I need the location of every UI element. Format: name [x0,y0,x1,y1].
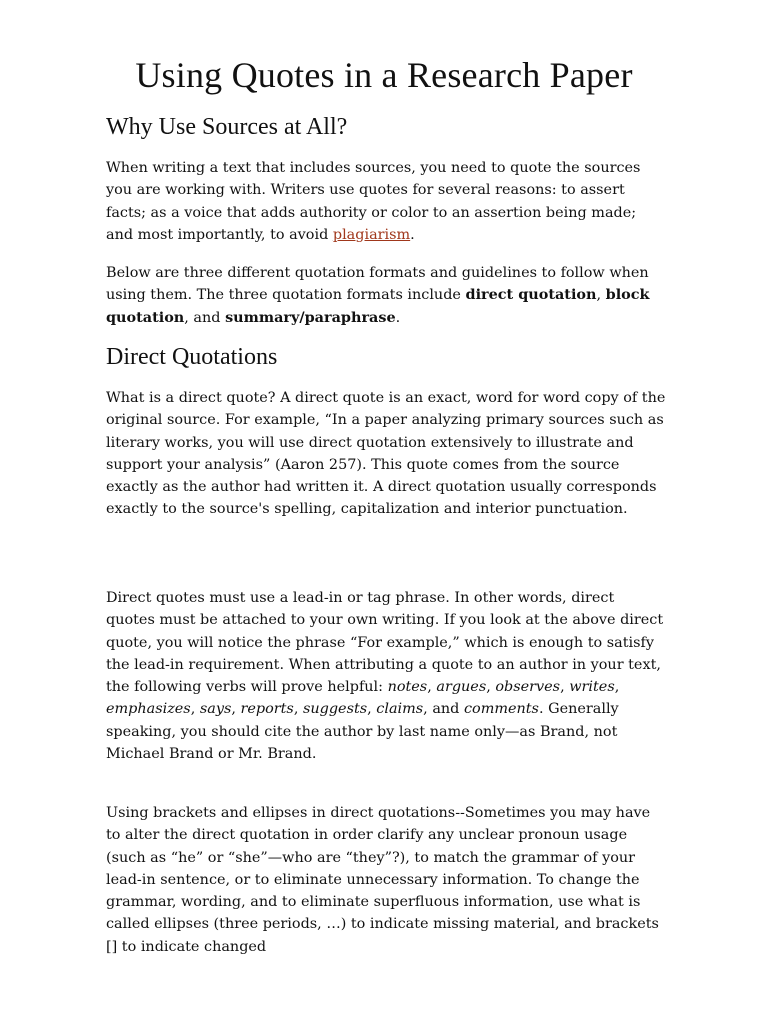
separator: , [190,701,200,718]
verb-suggests: suggests [302,701,368,718]
format-summary-paraphrase: summary/paraphrase [225,308,396,326]
separator: , [367,701,377,718]
paragraph-what-is-direct-quote: What is a direct quote? A direct quote is an exact, word for word copy of the original source. For example, “In a paper analyzing primary sources such as literary works, you will use direct quotation extensively to illustrate and support your analysis” (Aaron 257). This quote comes from the source exactly as the author had written it. A direct quotation usually corresponds exactly to the source's spelling, capitalization and interior punctuation. [106,390,666,518]
verb-says: says [199,701,232,718]
paragraph-brackets-ellipses: Using brackets and ellipses in direct quotations--Sometimes you may have to alter the direct quotation in order clarify any unclear pronoun usage (such as “he” or “she”—who are “they”?), to match the grammar of your lead-in sentence, or to eliminate unnecessary information. To change the grammar, wording, and to eliminate superfluous information, use what is called ellipses (three periods, …) to indicate missing material, and brackets [] to indicate changed [106,805,659,955]
verb-reports: reports [240,701,294,718]
paragraph-why-sources [106,157,666,246]
separator: , [614,679,620,696]
paragraph-lead-in [106,587,666,765]
separator: , [486,679,496,696]
document-title: Using Quotes in a Research Paper [135,55,633,95]
verb-writes: writes [569,679,615,696]
separator: , [596,287,606,304]
verb-claims: claims [376,701,424,718]
section-heading-direct-quotations: Direct Quotations [106,344,278,370]
separator: , and [184,309,226,326]
separator: , [427,679,437,696]
verb-argues: argues [436,679,487,696]
paragraph-text: Below are three different quotation formats and guidelines to follow when using them. The three quotation formats include [106,265,649,304]
section-heading-why-use-sources: Why Use Sources at All? [106,114,348,140]
separator: , [231,701,241,718]
paragraph-text: Direct quotes must use a lead-in or tag phrase. In other words, direct quotes must be attached to your own writing. If you look at the above direct quote, you will notice the phrase “For example,” which is enough to satisfy the lead-in requirement. When attributing a quote to an author in your text, the following verbs will prove helpful: [106,590,664,696]
paragraph-end: . [395,309,401,326]
verb-notes: notes [387,679,428,696]
paragraph-end: . Generally speaking, you should cite the author by last name only—as Brand, not Michael Brand or Mr. Brand. [106,701,619,763]
verb-emphasizes: emphasizes [106,701,191,718]
paragraph-text: When writing a text that includes sources, you need to quote the sources you are working with. Writers use quotes for several reasons: to assert facts; as a voice that adds authority or color to an assertion being made; and most importantly, to avoid [106,160,641,243]
paragraph-end: . [410,226,415,243]
format-direct-quotation: direct quotation [465,286,597,304]
separator: , [560,679,570,696]
separator: , and [423,701,464,718]
format-block-quotation: block quotation [106,286,650,326]
verb-comments: comments [463,701,539,718]
plagiarism-link[interactable]: plagiarism [332,226,411,243]
paragraph-quotation-formats [106,262,666,329]
separator: , [293,701,303,718]
verb-observes: observes [495,679,561,696]
